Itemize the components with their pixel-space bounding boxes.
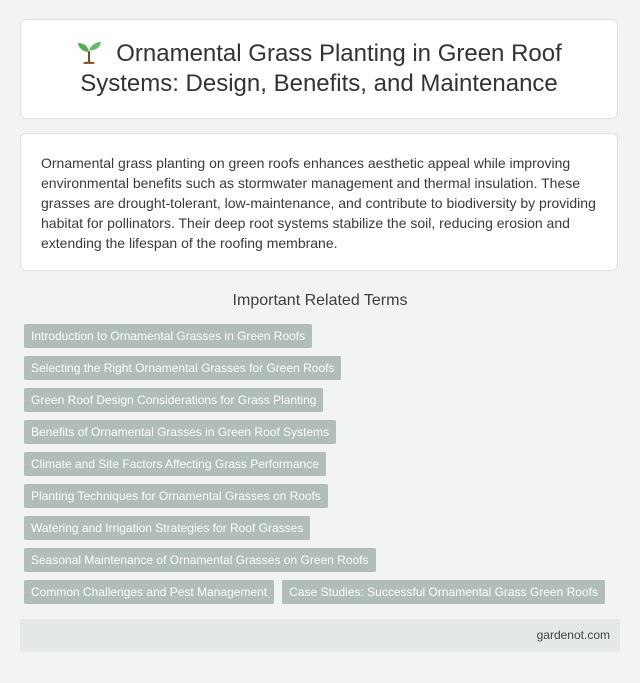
sprout-icon — [76, 40, 102, 64]
footer-site[interactable]: gardenot.com — [536, 628, 610, 642]
term-tag[interactable]: Case Studies: Successful Ornamental Grass Green Roofs — [282, 580, 605, 604]
term-tag[interactable]: Selecting the Right Ornamental Grasses for Green Roofs — [24, 356, 341, 380]
term-tag[interactable]: Watering and Irrigation Strategies for Roof Grasses — [24, 516, 310, 540]
term-tag[interactable]: Common Challenges and Pest Management — [24, 580, 274, 604]
term-tag[interactable]: Planting Techniques for Ornamental Grasses on Roofs — [24, 484, 328, 508]
term-tag[interactable]: Benefits of Ornamental Grasses in Green Roof Systems — [24, 420, 336, 444]
summary-text: Ornamental grass planting on green roofs enhances aesthetic appeal while improving environmental benefits such as stormwater management and thermal insulation. These grasses are drought-tolerant, low-maintenance, and contribute to biodiversity by providing habitat for pollinators. Their deep root systems stabilize the soil, reducing erosion and extending the lifespan of the roofing membrane. — [41, 155, 596, 251]
page-title — [76, 39, 562, 99]
title-line-1: Ornamental Grass Planting in Green Roof — [116, 40, 562, 67]
related-terms-heading: Important Related Terms — [232, 292, 408, 309]
term-tag[interactable]: Green Roof Design Considerations for Grass Planting — [24, 388, 323, 412]
term-tag[interactable]: Climate and Site Factors Affecting Grass Performance — [24, 452, 326, 476]
related-terms-list — [20, 324, 620, 612]
title-card — [20, 19, 618, 119]
title-line-2: Systems: Design, Benefits, and Maintenance — [80, 70, 558, 97]
summary-card — [20, 133, 618, 271]
term-tag[interactable]: Introduction to Ornamental Grasses in Green Roofs — [24, 324, 312, 348]
term-tag[interactable]: Seasonal Maintenance of Ornamental Grasses on Green Roofs — [24, 548, 376, 572]
footer — [20, 619, 620, 652]
